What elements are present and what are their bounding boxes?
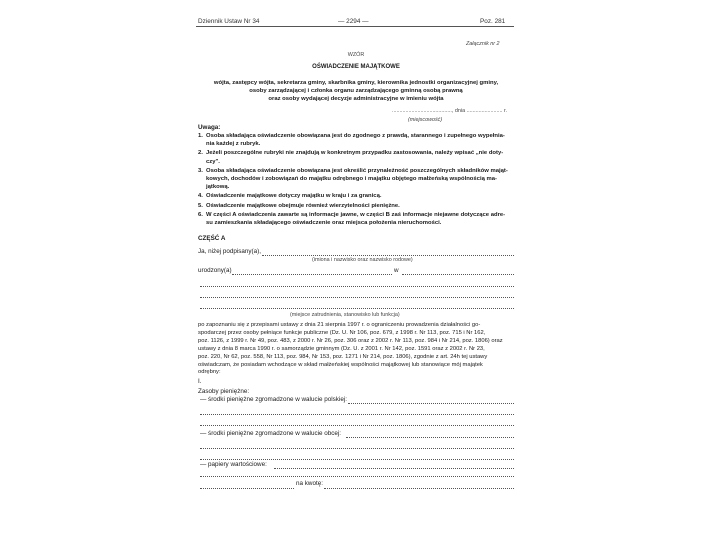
remark-number: 5.: [198, 202, 203, 209]
remark-number: 6.: [198, 211, 203, 218]
remark-item: [198, 132, 516, 148]
employment-field-line[interactable]: [200, 297, 514, 298]
place-caption: (miejscowość): [408, 117, 443, 123]
template-label: WZÓR: [347, 52, 365, 58]
declarant-line: wójta, zastępcy wójta, sekretarza gminy, skarbnika gminy, kierownika jednostki organizacyjnej gminy,: [213, 80, 499, 86]
position-number: Poz. 281: [480, 18, 506, 25]
remark-number: 1.: [198, 133, 203, 139]
remark-line: jątkową.: [206, 184, 230, 191]
remark-line: W części A oświadczenia zawarte są informacje jawne, w części B zaś informacje niejawne dotyczące adre-: [206, 211, 506, 218]
statement-line: spodarczej przez osoby pełniące funkcje publiczne (Dz. U. Nr 106, poz. 679, z 1998 r. Nr 113, poz. 715 i Nr 162,: [198, 329, 486, 336]
remark-item: [198, 211, 516, 227]
document-title: OŚWIADCZENIE MAJĄTKOWE: [312, 64, 400, 70]
remark-line: Oświadczenie majątkowe obejmuje również wierzytelności pieniężne.: [206, 202, 400, 209]
statement-line: poz. 1126, z 1999 r. Nr 49, poz. 483, z 2000 r. Nr 26, poz. 306 oraz z 2002 r. Nr 113, poz. 984 i Nr 214, poz. 1806) oraz: [198, 337, 503, 344]
name-field[interactable]: [262, 255, 514, 256]
remark-number: 2.: [198, 150, 203, 157]
part-a-heading: CZĘŚĆ A: [198, 235, 226, 242]
statement-line: oświadczam, że posiadam wchodzące w skład małżeńskiej wspólności majątkowej lub stanowiące mój majątek: [198, 361, 483, 368]
remark-line: su zamieszkania składającego oświadczenie oraz miejsca położenia nieruchomości.: [206, 220, 442, 227]
position-caption: (miejsce zatrudnienia, stanowisko lub funkcja): [290, 312, 400, 318]
remark-line: Oświadczenie majątkowe dotyczy majątku w kraju i za granicą.: [206, 193, 382, 200]
birth-date-field[interactable]: [232, 274, 392, 275]
savings-pln-field[interactable]: [200, 425, 514, 426]
savings-item-foreign: — środki pieniężne zgromadzone w walucie obcej:: [200, 430, 342, 437]
remark-line: kowych, dochodów i zobowiązań do majątku odrębnego i majątku objętego małżeńską wspólnością ma-: [206, 176, 497, 183]
declarant-list: [196, 79, 516, 104]
savings-foreign-field[interactable]: [200, 459, 514, 460]
securities-field[interactable]: [200, 476, 514, 477]
name-caption: (imiona i nazwisko oraz nazwisko rodowe): [312, 257, 413, 263]
amount-label: na kwotę:: [296, 480, 323, 487]
employment-field-line[interactable]: [200, 308, 514, 309]
declarant-line: osoby zarządzającej i członka organu zarządzającego gminną osobą prawną: [249, 88, 463, 95]
remark-item: [198, 202, 516, 210]
birth-place-field[interactable]: [402, 274, 514, 275]
savings-heading: Zasoby pieniężne:: [198, 388, 250, 395]
statement-line: ustawy z dnia 8 marca 1990 r. o samorządzie gminnym (Dz. U. z 2001 r. Nr 142, poz. 1591 oraz z 2002 r. Nr 23,: [198, 345, 485, 352]
savings-pln-field[interactable]: [200, 414, 514, 415]
page-number: — 2294 —: [338, 18, 369, 25]
journal-name: Dziennik Ustaw Nr 34: [198, 18, 260, 25]
statement-line: poz. 220, Nr 62, poz. 558, Nr 113, poz. 984, Nr 153, poz. 1271 i Nr 214, poz. 1806), zgodnie z art. 24h tej ustawy: [198, 353, 488, 360]
statement-line: odrębny:: [198, 369, 221, 376]
remark-line: nia każdej z rubryk.: [206, 141, 261, 148]
securities-item: — papiery wartościowe:: [200, 461, 267, 468]
remark-line: Jeżeli poszczególne rubryki nie znajdują w konkretnym przypadku zastosowania, należy wpisać „nie doty-: [206, 150, 504, 157]
remark-number: 4.: [198, 193, 203, 200]
remark-item: [198, 192, 516, 200]
securities-field[interactable]: [274, 468, 514, 469]
born-label: urodzony(a): [198, 267, 232, 274]
remark-item: [198, 149, 516, 165]
signer-label: Ja, niżej podpisany(a),: [198, 248, 262, 255]
amount-field[interactable]: [324, 488, 514, 489]
place-date-line: ........................................, dnia ........................ r.: [392, 108, 508, 114]
remarks-list: [198, 132, 516, 227]
remarks-heading: Uwaga:: [198, 124, 221, 131]
statement-line: po zapoznaniu się z przepisami ustawy z dnia 21 sierpnia 1997 r. o ograniczeniu prowadzenia działalności go-: [198, 322, 481, 328]
section-roman: I.: [198, 378, 202, 385]
declarant-line: oraz osoby wydającej decyzje administracyjne w imieniu wójta: [268, 96, 444, 103]
savings-pln-field[interactable]: [348, 403, 514, 404]
statement-paragraph: [198, 322, 503, 377]
annex-label: Załącznik nr 2: [466, 41, 500, 47]
savings-foreign-field[interactable]: [346, 437, 514, 438]
remark-number: 3.: [198, 167, 203, 174]
born-in-label: w: [394, 267, 399, 274]
remark-line: Osoba składająca oświadczenie obowiązana jest do zgodnego z prawdą, starannego i zupełnego wypełnia-: [206, 133, 505, 139]
remark-line: czy".: [206, 158, 220, 165]
employment-field-line[interactable]: [200, 286, 514, 287]
amount-field-left[interactable]: [200, 488, 294, 489]
savings-foreign-field[interactable]: [200, 448, 514, 449]
remark-line: Osoba składająca oświadczenie obowiązana jest określić przynależność poszczególnych składników mająt-: [206, 167, 508, 174]
remark-item: [198, 167, 516, 192]
header-rule: [196, 26, 514, 27]
savings-item-pln: — środki pieniężne zgromadzone w walucie polskiej:: [200, 396, 347, 403]
